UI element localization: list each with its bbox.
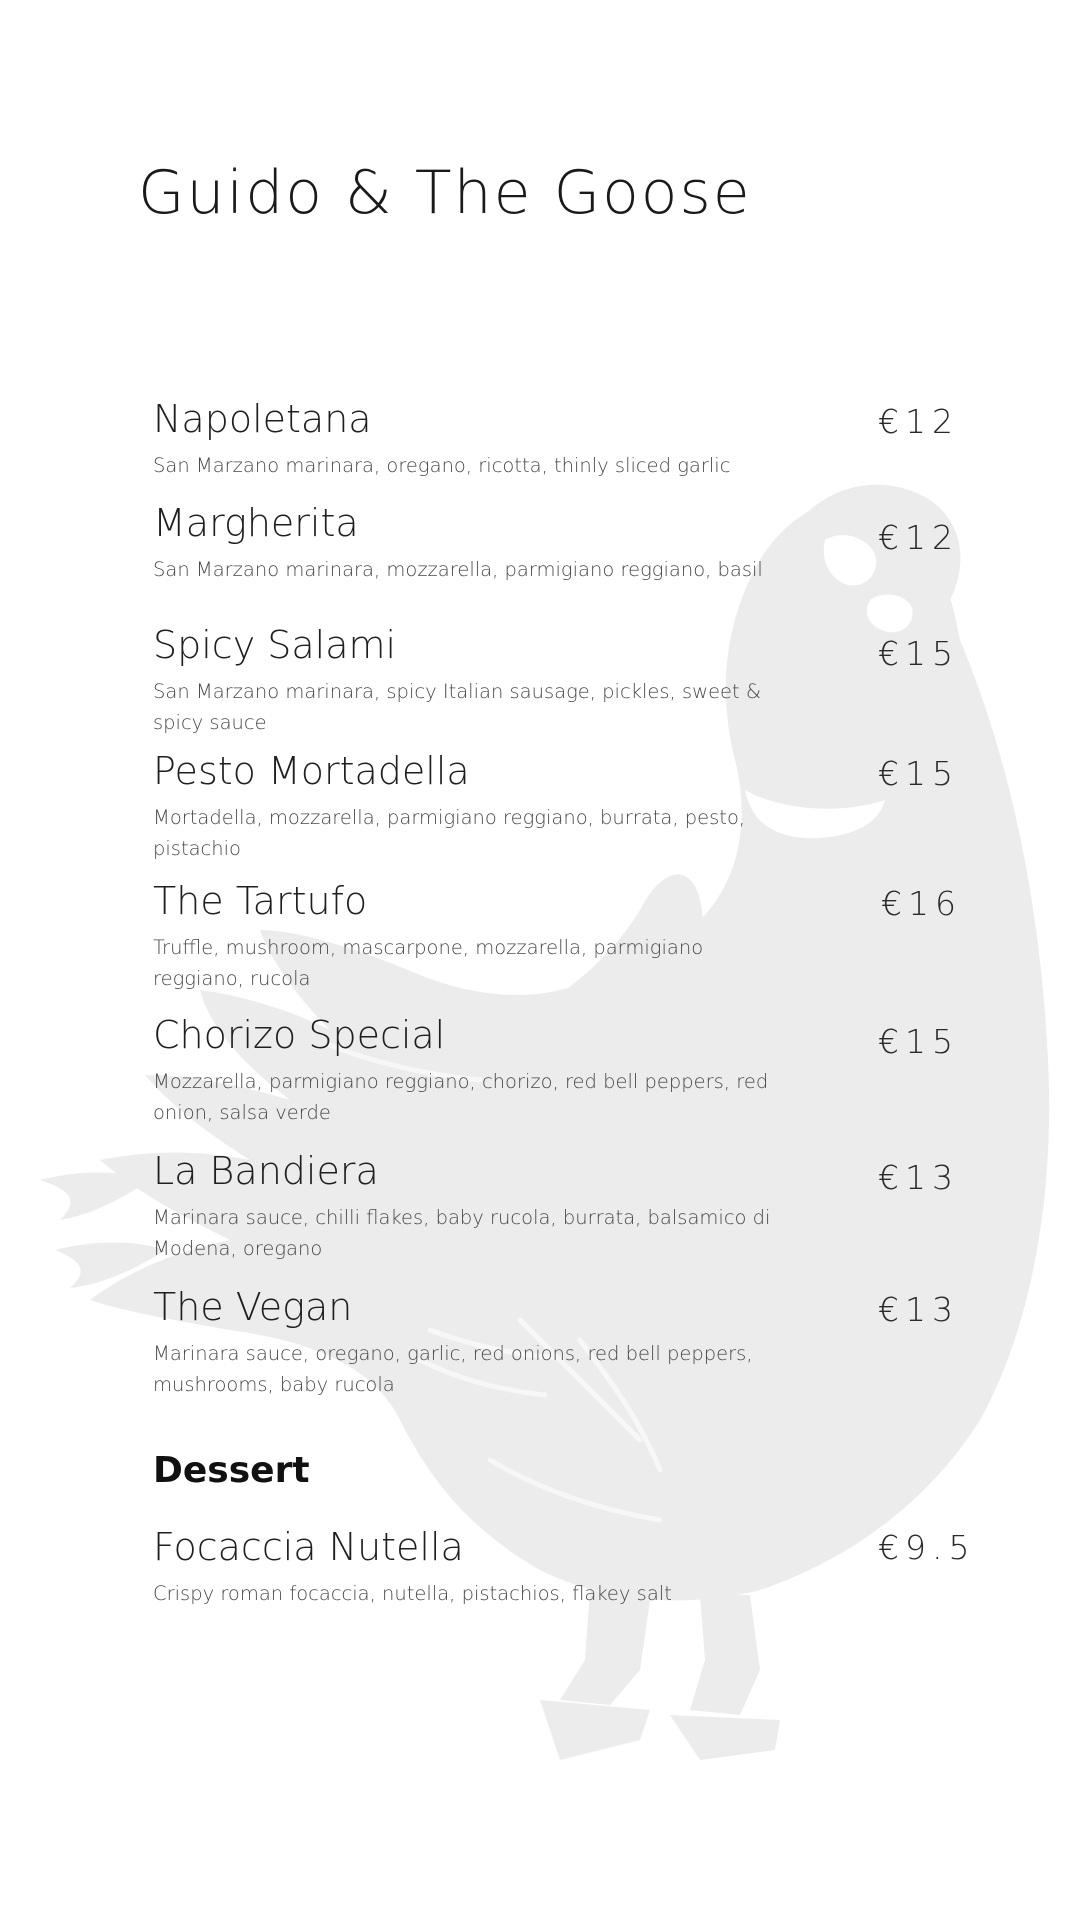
item-price: €15 — [878, 634, 959, 673]
item-description: Marinara sauce, oregano, garlic, red onions, red bell peppers, mushrooms, baby rucola — [153, 1342, 753, 1396]
item-description: San Marzano marinara, spicy Italian sausage, pickles, sweet & spicy sauce — [153, 680, 762, 734]
item-name: Focaccia Nutella — [153, 1525, 464, 1569]
item-price: €12 — [878, 518, 959, 557]
item-description: Mozzarella, parmigiano reggiano, chorizo, red bell peppers, red onion, salsa verde — [153, 1070, 769, 1124]
menu-item-margherita — [153, 500, 973, 585]
item-price: €16 — [881, 884, 962, 923]
item-name: Chorizo Special — [153, 1013, 446, 1057]
menu-item-the-tartufo — [153, 878, 973, 994]
item-description: Marinara sauce, chilli flakes, baby rucola, burrata, balsamico di Modena, oregano — [153, 1206, 771, 1260]
item-price: €12 — [878, 402, 959, 441]
item-description: Crispy roman focaccia, nutella, pistachios, flakey salt — [153, 1582, 672, 1605]
menu-item-the-vegan — [153, 1284, 973, 1400]
menu-item-focaccia-nutella — [153, 1524, 976, 1609]
item-price: €13 — [878, 1158, 959, 1197]
item-name: The Vegan — [153, 1285, 353, 1329]
item-price: €9.5 — [878, 1528, 976, 1567]
item-price: €13 — [878, 1290, 959, 1329]
menu-item-napoletana — [153, 396, 973, 481]
item-price: €15 — [878, 754, 959, 793]
item-description: San Marzano marinara, mozzarella, parmigiano reggiano, basil — [153, 558, 763, 581]
dessert-heading: Dessert — [153, 1450, 310, 1491]
item-name: Napoletana — [153, 397, 372, 441]
menu-item-pesto-mortadella — [153, 748, 973, 864]
item-name: Margherita — [153, 501, 359, 545]
item-description: San Marzano marinara, oregano, ricotta, thinly sliced garlic — [153, 454, 731, 477]
restaurant-title: Guido & The Goose — [138, 158, 752, 228]
menu-item-chorizo-special — [153, 1012, 973, 1128]
menu-item-la-bandiera — [153, 1148, 973, 1264]
item-price: €15 — [878, 1022, 959, 1061]
menu-item-spicy-salami — [153, 622, 973, 738]
item-description: Mortadella, mozzarella, parmigiano reggiano, burrata, pesto, pistachio — [153, 806, 746, 860]
item-name: Spicy Salami — [153, 623, 397, 667]
item-name: Pesto Mortadella — [153, 749, 470, 793]
item-name: The Tartufo — [153, 879, 368, 923]
item-description: Truffle, mushroom, mascarpone, mozzarella, parmigiano reggiano, rucola — [153, 936, 704, 990]
item-name: La Bandiera — [153, 1149, 379, 1193]
